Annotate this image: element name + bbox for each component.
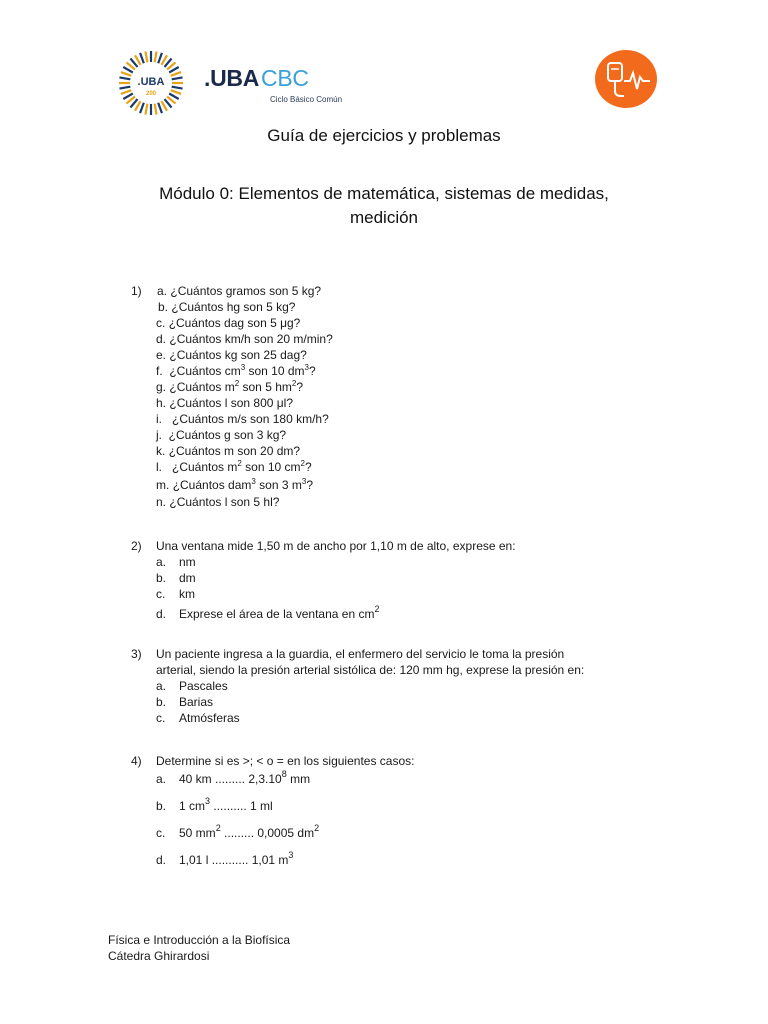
q4-item-a: a. bbox=[156, 772, 167, 786]
q2-item-label: a. bbox=[156, 555, 167, 569]
logo-ray bbox=[158, 53, 162, 63]
q3-item-a-text: Pascales bbox=[179, 679, 228, 693]
q1-item-g bbox=[156, 379, 303, 395]
q2-item-label: b. bbox=[156, 571, 167, 585]
q1-item-label: d. bbox=[156, 332, 167, 346]
q2-item-label: d. bbox=[156, 607, 167, 621]
q1-item-n bbox=[156, 494, 279, 510]
q4-item-text: 40 km ......... 2,3.10 bbox=[179, 772, 282, 786]
q4-item-d-text bbox=[179, 852, 293, 868]
q1-item-text: ¿Cuántos kg son 25 dag? bbox=[169, 348, 307, 362]
q1-item-text: ¿Cuántos dag son 5 μg? bbox=[168, 316, 301, 330]
superscript: 3 bbox=[205, 796, 211, 806]
q4-item-text: 50 mm bbox=[179, 826, 216, 840]
q1-item-label: n. bbox=[156, 495, 167, 509]
q2-item-b bbox=[156, 570, 166, 586]
logo-ray bbox=[155, 104, 157, 115]
superscript: 2 bbox=[374, 604, 380, 614]
q1-item-text: ¿Cuántos g son 3 kg? bbox=[168, 428, 287, 442]
logo-ray bbox=[155, 51, 157, 62]
logo-ray bbox=[119, 77, 130, 79]
q1-item-d bbox=[156, 331, 333, 347]
q1-item-label: f. bbox=[156, 364, 163, 378]
q1-item-text: son 3 m bbox=[255, 478, 302, 492]
q1-item-label: b. bbox=[158, 300, 169, 314]
logo-ray bbox=[145, 51, 147, 62]
logo-ray bbox=[119, 87, 130, 89]
q1-item-text: ¿Cuántos m/s son 180 km/h? bbox=[172, 412, 329, 426]
q1-item-label: l. bbox=[156, 460, 162, 474]
uba-logo-text: .UBA bbox=[137, 76, 165, 88]
uba-cbc-logo bbox=[204, 65, 343, 104]
logo-ray bbox=[121, 72, 131, 76]
q1-item-text: ¿Cuántos dam bbox=[172, 478, 252, 492]
superscript: 2 bbox=[234, 379, 240, 388]
q4-item-c-text bbox=[179, 825, 319, 841]
q2-item-a bbox=[156, 554, 166, 570]
q1-item-label: e. bbox=[156, 348, 167, 362]
q1-item-text: ¿Cuántos m bbox=[172, 460, 238, 474]
q3-stem-line1: Un paciente ingresa a la guardia, el enfermero del servicio le toma la presión bbox=[156, 647, 565, 661]
logo-ray bbox=[140, 53, 144, 63]
q1-item-text: ¿Cuántos m bbox=[169, 380, 235, 394]
logo-ray bbox=[140, 103, 144, 113]
q4-item-text: 1 cm bbox=[179, 799, 206, 813]
superscript: 3 bbox=[288, 850, 294, 860]
logo-ray bbox=[121, 90, 131, 94]
cbc-text: CBC bbox=[261, 65, 309, 91]
q1-item-c bbox=[156, 315, 300, 331]
cbc-dot: . bbox=[204, 65, 211, 91]
logo-ray bbox=[171, 72, 181, 76]
q3-item-b-text: Barias bbox=[179, 695, 214, 709]
q1-item-text: ? bbox=[306, 478, 314, 492]
q3-item-c-text: Atmósferas bbox=[179, 711, 240, 725]
q1-item-text: ¿Cuántos gramos son 5 kg? bbox=[170, 284, 322, 298]
superscript: 3 bbox=[240, 363, 246, 372]
q1-item-text: ? bbox=[308, 364, 316, 378]
q3-stem-line2: arterial, siendo la presión arterial sistólica de: 120 mm hg, exprese la presión en: bbox=[156, 663, 585, 677]
uba-200-logo bbox=[118, 50, 184, 116]
q1-item-label: c. bbox=[156, 316, 166, 330]
q1-item-label: m. bbox=[156, 478, 170, 492]
q1-item-label: i. bbox=[156, 412, 162, 426]
logo-ray bbox=[145, 104, 147, 115]
logo-ray bbox=[172, 77, 183, 79]
q1-number: 1) bbox=[131, 284, 142, 298]
q1-item-label: a. bbox=[157, 284, 168, 298]
q4-item-text: .......... 1 ml bbox=[210, 799, 273, 813]
q3-item-b: b. bbox=[156, 695, 167, 709]
q4-item-text: 1,01 l ........... 1,01 m bbox=[179, 853, 289, 867]
q4-item-text: ......... 0,0005 dm bbox=[220, 826, 315, 840]
q1-item-m bbox=[156, 477, 313, 493]
q3-item-a: a. bbox=[156, 679, 167, 693]
q1-item-b bbox=[158, 299, 295, 315]
q1-item-text: son 5 hm bbox=[239, 380, 292, 394]
q1-item-text: ? bbox=[296, 380, 304, 394]
q1-item-l bbox=[156, 459, 312, 475]
superscript: 3 bbox=[251, 477, 256, 486]
cbc-subtitle: Ciclo Básico Común bbox=[270, 95, 343, 104]
q2-item-d-text bbox=[179, 606, 379, 622]
q1-item-text: son 10 dm bbox=[245, 364, 305, 378]
q3-number: 3) bbox=[131, 647, 142, 661]
q2-item-c bbox=[156, 586, 165, 602]
q2-number: 2) bbox=[131, 539, 142, 553]
q2-item-d bbox=[156, 606, 166, 622]
q1-item-text: ¿Cuántos km/h son 20 m/min? bbox=[169, 332, 333, 346]
q1-item-text: ¿Cuántos l son 5 hl? bbox=[169, 495, 280, 509]
q1-item-j bbox=[156, 427, 286, 443]
uba-logo-year: 200 bbox=[145, 91, 157, 97]
footer-course: Física e Introducción a la Biofísica bbox=[108, 933, 291, 947]
q1-item-f bbox=[156, 363, 316, 379]
q1-item-label: g. bbox=[156, 380, 167, 394]
q1-item-i bbox=[156, 411, 329, 427]
guide-title: Guía de ejercicios y problemas bbox=[267, 126, 501, 145]
q1-item-label: j. bbox=[156, 428, 162, 442]
superscript: 2 bbox=[300, 459, 305, 468]
q2-item-b-text: dm bbox=[179, 571, 196, 585]
q2-item-c-text: km bbox=[179, 587, 195, 601]
superscript: 8 bbox=[281, 769, 287, 779]
q3-item-c: c. bbox=[156, 711, 166, 725]
module-title-line1: Módulo 0: Elementos de matemática, sistemas de medidas, bbox=[159, 184, 609, 203]
q4-item-c: c. bbox=[156, 826, 166, 840]
q1-item-label: h. bbox=[156, 396, 167, 410]
q2-stem: Una ventana mide 1,50 m de ancho por 1,10 m de alto, exprese en: bbox=[156, 539, 516, 553]
q1-item-text: ¿Cuántos hg son 5 kg? bbox=[171, 300, 296, 314]
q1-item-text: ¿Cuántos cm bbox=[169, 364, 241, 378]
q1-item-a bbox=[157, 283, 321, 299]
q4-item-d: d. bbox=[156, 853, 167, 867]
q2-item-text: Exprese el área de la ventana en cm bbox=[179, 607, 375, 621]
biofisica-logo bbox=[594, 49, 658, 109]
superscript: 2 bbox=[237, 459, 242, 468]
logo-ray bbox=[171, 90, 181, 94]
logo-ray bbox=[158, 103, 162, 113]
q4-item-b: b. bbox=[156, 799, 167, 813]
q4-number: 4) bbox=[131, 754, 142, 768]
q4-item-a-text bbox=[179, 771, 310, 787]
q4-item-text: mm bbox=[286, 772, 311, 786]
module-title-line2: medición bbox=[349, 208, 419, 227]
q1-item-text: ¿Cuántos l son 800 μl? bbox=[169, 396, 294, 410]
q1-item-k bbox=[156, 443, 300, 459]
superscript: 2 bbox=[314, 823, 320, 833]
q1-item-label: k. bbox=[156, 444, 166, 458]
q2-item-a-text: nm bbox=[179, 555, 196, 569]
q1-item-h bbox=[156, 395, 293, 411]
q2-item-label: c. bbox=[156, 587, 166, 601]
q1-item-e bbox=[156, 347, 307, 363]
q4-item-b-text bbox=[179, 798, 273, 814]
superscript: 3 bbox=[301, 477, 307, 486]
q1-item-text: ? bbox=[304, 460, 312, 474]
cbc-uba-text: UBA bbox=[210, 65, 260, 91]
q1-item-text: ¿Cuántos m son 20 dm? bbox=[168, 444, 301, 458]
q1-item-text: son 10 cm bbox=[241, 460, 301, 474]
q4-stem: Determine si es >; < o = en los siguientes casos: bbox=[156, 754, 415, 768]
superscript: 2 bbox=[215, 823, 221, 833]
logo-ray bbox=[172, 87, 183, 89]
footer-chair: Cátedra Ghirardosi bbox=[108, 949, 210, 963]
superscript: 2 bbox=[291, 379, 297, 388]
superscript: 3 bbox=[304, 363, 309, 372]
